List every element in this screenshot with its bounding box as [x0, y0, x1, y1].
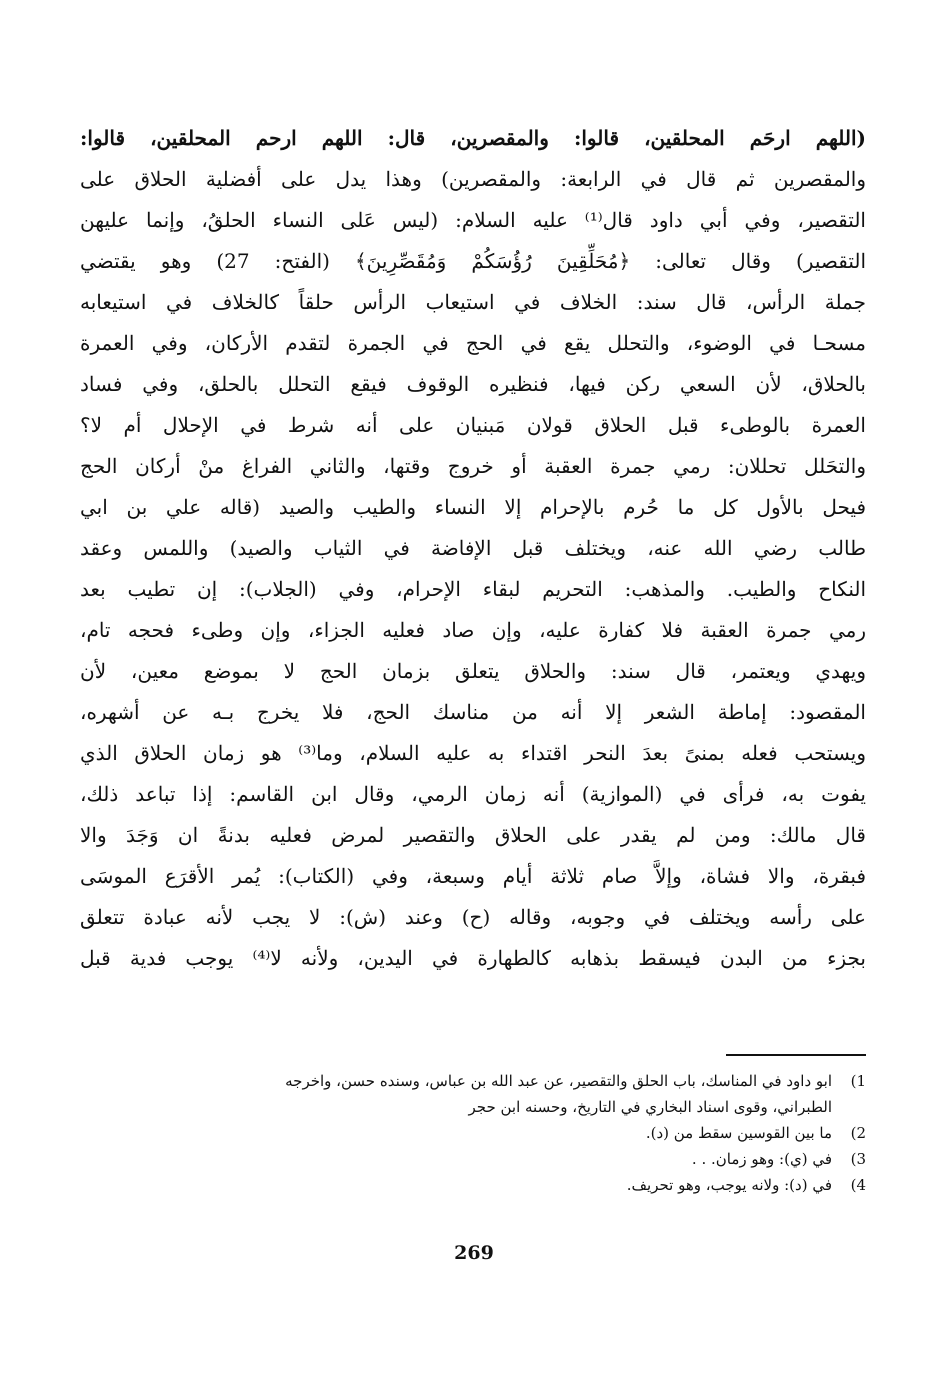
text-line: التقصير، وفي أبي داود قال⁽¹⁾ عليه السلام: (ليس عَلى النساء الحلقُ، وإنما عليهن	[80, 208, 866, 232]
footnote-item	[80, 1120, 866, 1146]
text-line: (اللهم ارحَم المحلقين، قالوا: والمقصرين، قال: اللهم ارحم المحلقين، قالوا:	[80, 126, 866, 150]
text-line: قال مالك: ومن لم يقدر على الحلاق والتقصير لمرض فعليه بدنةً ان وَجَدَ والا	[80, 823, 866, 847]
text-line: يفوت به، فرأى في (الموازية) أنه زمان الرمي، وقال ابن القاسم: إذا تباعد ذلك،	[80, 782, 866, 806]
footnote-line: ما بين القوسين سقط من (د).	[645, 1124, 832, 1142]
text-line: فبقرة، والا فشاة، وإلاَّ صام ثلاثة أيام وسبعة، وفي (الكتاب): يُمر الأقرَع الموسَى	[80, 864, 866, 888]
footnote-text	[80, 1120, 832, 1146]
footnote-line: في (ي): وهو زمان. . .	[691, 1150, 832, 1168]
text-line: بالحلاق، لأن السعي ركن فيها، فنظيره الوقوف فيقع التحلل بالحلق، وفي فساد	[80, 372, 866, 396]
footnote-item	[80, 1172, 866, 1198]
text-line: مسحـا في الوضوء، والتحلل يقع في الحج في الجمرة لتقدم الأركان، وفي العمرة	[80, 331, 866, 355]
text-line: والمقصرين ثم قال في الرابعة: والمقصرين) وهذا يدل على أفضلية الحلاق على	[80, 167, 866, 191]
text-line: رمي جمرة العقبة فلا كفارة عليه، وإن صاد فعليه الجزاء، وإن وطىء فحجه تام،	[80, 618, 866, 642]
footnote-line: في (د): ولانه يوجب، وهو تحريف.	[626, 1176, 832, 1194]
text-line: والتحَلل تحللان: رمي جمرة العقبة أو خروج وقتها، والثاني الفراغ منْ أركان الحج	[80, 454, 866, 478]
footnote-item	[80, 1146, 866, 1172]
footnote-number: (4	[850, 1176, 866, 1194]
footnote-number: (3	[850, 1150, 866, 1168]
text-line: جملة الرأس، قال سند: الخلاف في استيعاب الرأس حلقاً كالخلاف في استيعابه	[80, 290, 866, 314]
footnotes	[80, 1068, 866, 1198]
text-line: فيحل بالأول كل ما حُرم بالإحرام إلا النساء والطيب والصيد (قاله علي بن ابي	[80, 495, 866, 519]
footnote-number: (2	[850, 1124, 866, 1142]
footnote-line: الطبراني، وقوى اسناد البخاري في التاريخ، وحسنه ابن حجر	[468, 1098, 832, 1116]
main-text	[80, 118, 866, 979]
footnote-text	[80, 1068, 832, 1120]
text-line: النكاح والطيب. والمذهب: التحريم لبقاء الإحرام، وفي (الجلاب): إن تطيب بعد	[80, 577, 866, 601]
footnote-text	[80, 1146, 832, 1172]
text-line: التقصير) وقال تعالى: ﴿مُحَلِّقِينَ رُؤُسَكُمْ وَمُقَصِّرِينَ﴾ (الفتح: 27) وهو يقتضي	[80, 249, 866, 273]
text-line: العمرة بالوطىء قبل الحلاق قولان مَبنيان على أنه شرط في الإحلال أم لا؟	[80, 413, 866, 437]
footnote-divider	[726, 1054, 866, 1056]
footnote-line: ابو داود في المناسك، باب الحلق والتقصير، عن عبد الله بن عباس، وسنده حسن، واخرجه	[285, 1072, 832, 1090]
footnote-number: (1	[850, 1072, 866, 1090]
text-line: المقصود: إماطة الشعر إلا أنه من مناسك الحج، فلا يخرج بـه عن أشهره،	[80, 700, 866, 724]
footnote-text	[80, 1172, 832, 1198]
footnote-item	[80, 1068, 866, 1120]
text-line: طالب رضي الله عنه، ويختلف قبل الإفاضة في الثياب والصيد) واللمس وعقد	[80, 536, 866, 560]
text-line: ويستحب فعله بمنىً بعدَ النحر اقتداء به عليه السلام، وما⁽³⁾ هو زمان الحلاق الذي	[80, 741, 866, 765]
text-line: ويهدي ويعتمر، قال سند: والحلاق يتعلق بزمان الحج لا بموضع معين، لأن	[80, 659, 866, 683]
text-line: بجزء من البدن فيسقط بذهابه كالطهارة في اليدين، ولأنه لا⁽⁴⁾ يوجب فدية قبل	[80, 946, 866, 970]
page-number: 269	[454, 1242, 494, 1264]
text-line: على رأسه ويختلف في وجوبه، وقاله (ح) وعند (ش): لا يجب لأنه عبادة تتعلق	[80, 905, 866, 929]
